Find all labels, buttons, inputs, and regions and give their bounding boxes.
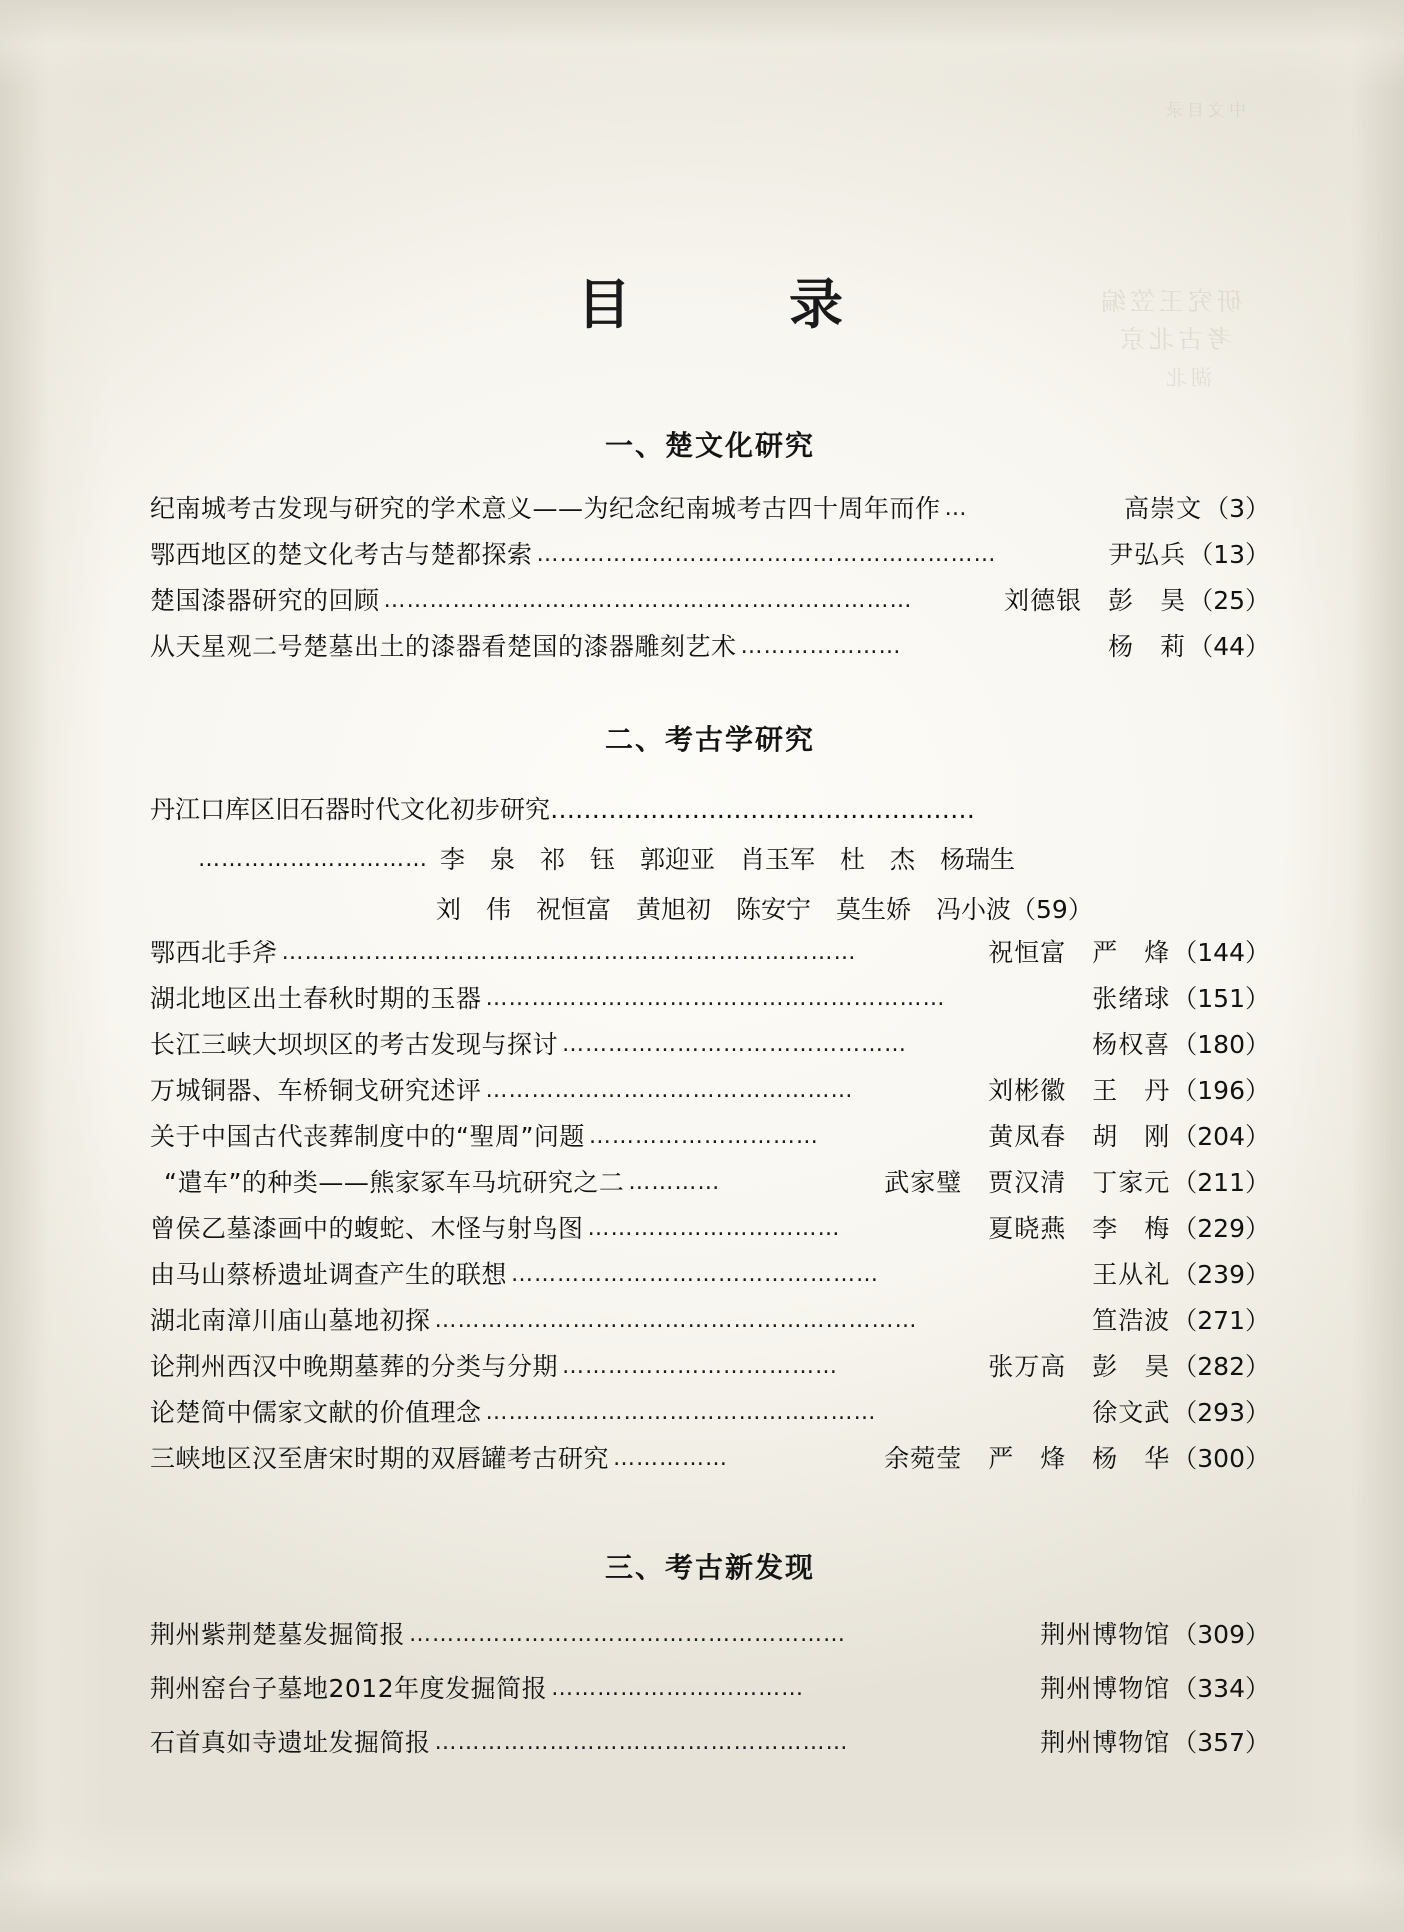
toc-entry-title: 湖北南漳川庙山墓地初探 bbox=[150, 1306, 431, 1335]
toc-entry[interactable] bbox=[150, 486, 1270, 532]
toc-entry[interactable] bbox=[150, 1252, 1270, 1298]
toc-leader-dots: ……………………………………………… bbox=[434, 1732, 849, 1754]
toc-leader-dots: ……………………………………………………… bbox=[434, 1310, 918, 1332]
toc-entry-page: （282） bbox=[1172, 1352, 1270, 1381]
toc-entry-page: （44） bbox=[1188, 632, 1270, 661]
toc-entry-authors: 李 泉 祁 钰 郭迎亚 肖玉军 杜 杰 杨瑞生 bbox=[440, 845, 1016, 874]
toc-entry-page: （309） bbox=[1172, 1620, 1270, 1649]
section-heading-1: 一、楚文化研究 bbox=[604, 429, 815, 462]
toc-entry[interactable] bbox=[150, 624, 1270, 670]
toc-entry-authors: 余菀莹 严 烽 杨 华 bbox=[884, 1444, 1171, 1473]
toc-entry-title: 万城铜器、车桥铜戈研究述评 bbox=[150, 1076, 482, 1105]
toc-leader-dots: ………………………… bbox=[198, 847, 428, 872]
toc-entry-title: 鄂西地区的楚文化考古与楚都探索 bbox=[150, 540, 533, 569]
toc-entry-authors: 荆州博物馆 bbox=[1040, 1728, 1171, 1757]
bleed-through-text: 考古北京 bbox=[1115, 325, 1232, 354]
toc-entry[interactable] bbox=[150, 1716, 1270, 1770]
toc-entry[interactable] bbox=[150, 976, 1270, 1022]
toc-leader-dots: ……………………………… bbox=[562, 1356, 839, 1378]
page-edge-shadow-right bbox=[1284, 0, 1404, 1932]
toc-entry[interactable] bbox=[150, 1482, 1270, 1502]
toc-entry-authors: 王从礼 bbox=[1092, 1260, 1171, 1289]
toc-entry-authors: 杨 莉 bbox=[1108, 632, 1187, 661]
toc-leader-dots: ……………………………………… bbox=[562, 1034, 908, 1056]
toc-entry-authors: 高崇文 bbox=[1124, 494, 1203, 523]
toc-entry-page: （211） bbox=[1172, 1168, 1270, 1197]
toc-entry-page: （334） bbox=[1172, 1674, 1270, 1703]
toc-entry-title: “遣车”的种类——熊家冢车马坑研究之二 bbox=[164, 1168, 625, 1197]
toc-entry-title: 论楚简中儒家文献的价值理念 bbox=[150, 1398, 482, 1427]
toc-entry-page: （300） bbox=[1172, 1444, 1270, 1473]
toc-entry-authors: 尹弘兵 bbox=[1108, 540, 1187, 569]
page-title: 目 录 bbox=[577, 272, 895, 336]
toc-entry-page: （3） bbox=[1204, 494, 1270, 523]
toc-entry-title: 荆州紫荆楚墓发掘简报 bbox=[150, 1620, 406, 1649]
toc-entry[interactable] bbox=[150, 1068, 1270, 1114]
bleed-through-text: 湖北 bbox=[1162, 366, 1212, 390]
toc-entry-page: （151） bbox=[1172, 984, 1270, 1013]
toc-entry[interactable] bbox=[150, 780, 1270, 930]
toc-entry-title: 湖北地区出土春秋时期的玉器 bbox=[150, 984, 482, 1013]
toc-entry-authors: 刘彬徽 王 丹 bbox=[988, 1076, 1171, 1105]
toc-entry-title: 由马山蔡桥遗址调查产生的联想 bbox=[150, 1260, 508, 1289]
toc-leader-dots: ………………………………………… bbox=[485, 1080, 854, 1102]
toc-leader-dots: …………………………………………………………… bbox=[383, 590, 913, 612]
toc-entry-page: （196） bbox=[1172, 1076, 1270, 1105]
toc-entry-authors: 张万高 彭 昊 bbox=[988, 1352, 1171, 1381]
toc-entry[interactable] bbox=[150, 1662, 1270, 1716]
toc-entry-page: （357） bbox=[1172, 1728, 1270, 1757]
toc-entry-page: （180） bbox=[1172, 1030, 1270, 1059]
toc-entry-title: 荆州窑台子墓地2012年度发掘简报 bbox=[150, 1674, 548, 1703]
toc-entry-title: 鄂西北手斧 bbox=[150, 938, 278, 967]
toc-leader-dots: …………… bbox=[613, 1448, 729, 1470]
toc-entry[interactable] bbox=[150, 532, 1270, 578]
toc-leader-dots: …………………………… bbox=[587, 1218, 841, 1240]
toc-entry-title: 三峡地区汉至唐宋时期的双唇罐考古研究 bbox=[150, 1444, 610, 1473]
toc-leader-dots: ………………………………………………………………… bbox=[281, 942, 857, 964]
toc-entry-authors: 刘 伟 祝恒富 黄旭初 陈安宁 莫生娇 冯小波 bbox=[436, 895, 1012, 924]
toc-entry[interactable] bbox=[150, 1608, 1270, 1662]
toc-entry-page: （204） bbox=[1172, 1122, 1270, 1151]
toc-entry-title: 从天星观二号楚墓出土的漆器看楚国的漆器雕刻艺术 bbox=[150, 632, 737, 661]
toc-leader-dots: …………………………… bbox=[551, 1678, 805, 1700]
bleed-through-text: 中文目录 bbox=[1162, 101, 1246, 121]
toc-entry-page: （239） bbox=[1172, 1260, 1270, 1289]
toc-entry-title: 关于中国古代丧葬制度中的“聖周”问题 bbox=[150, 1122, 585, 1151]
toc-leader-dots: …………………………………………… bbox=[485, 1402, 877, 1424]
toc-entry[interactable] bbox=[150, 578, 1270, 624]
toc-entry-authors: 荆州博物馆 bbox=[1040, 1620, 1171, 1649]
section-entries-1 bbox=[150, 486, 1270, 670]
toc-entry-title: 楚国漆器研究的回顾 bbox=[150, 586, 380, 615]
toc-entry-title: 曾侯乙墓漆画中的蝮蛇、木怪与射鸟图 bbox=[150, 1214, 584, 1243]
toc-entry-page: （271） bbox=[1172, 1306, 1270, 1335]
toc-entry-page: （59） bbox=[1011, 895, 1093, 924]
bleed-through-text: 研究王笠编 bbox=[1096, 287, 1242, 316]
toc-entry-title: 纪南城考古发现与研究的学术意义——为纪念纪南城考古四十周年而作 bbox=[150, 494, 941, 523]
page-edge-shadow-left bbox=[0, 0, 110, 1932]
toc-leader-dots: … bbox=[944, 498, 968, 520]
toc-entry-authors: 祝恒富 严 烽 bbox=[988, 938, 1171, 967]
toc-leader-dots: ………………………………………… bbox=[511, 1264, 880, 1286]
toc-entry-page: （25） bbox=[1188, 586, 1270, 615]
toc-entry[interactable] bbox=[150, 1436, 1270, 1482]
section-entries-2 bbox=[150, 780, 1270, 1502]
toc-entry[interactable] bbox=[150, 1298, 1270, 1344]
toc-entry-authors: 夏晓燕 李 梅 bbox=[988, 1214, 1171, 1243]
toc-entry-title: 石首真如寺遗址发掘简报 bbox=[150, 1728, 431, 1757]
toc-entry[interactable] bbox=[150, 1390, 1270, 1436]
table-of-contents bbox=[150, 0, 1270, 1932]
toc-leader-dots: ………………………… bbox=[588, 1126, 819, 1148]
toc-entry[interactable] bbox=[150, 1206, 1270, 1252]
toc-entry-authors: 张绪球 bbox=[1092, 984, 1171, 1013]
section-heading-3: 三、考古新发现 bbox=[604, 1551, 815, 1584]
toc-leader-dots: …………………………………………………… bbox=[536, 544, 997, 566]
toc-entry-authors: 刘德银 彭 昊 bbox=[1004, 586, 1187, 615]
section-entries-3 bbox=[150, 1608, 1270, 1770]
toc-entry[interactable] bbox=[150, 1160, 1270, 1206]
toc-entry[interactable] bbox=[150, 1114, 1270, 1160]
toc-leader-dots: ………… bbox=[628, 1172, 721, 1194]
toc-entry-authors: 荆州博物馆 bbox=[1040, 1674, 1171, 1703]
toc-entry-page: （13） bbox=[1188, 540, 1270, 569]
toc-entry-title: 论荆州西汉中晚期墓葬的分类与分期 bbox=[150, 1352, 559, 1381]
section-heading-2: 二、考古学研究 bbox=[604, 723, 815, 756]
toc-entry-page: （144） bbox=[1172, 938, 1270, 967]
toc-leader-dots: …………………………………………………… bbox=[485, 988, 946, 1010]
toc-entry[interactable] bbox=[150, 930, 1270, 976]
toc-entry-authors: 杨权喜 bbox=[1092, 1030, 1171, 1059]
toc-entry-authors: 笪浩波 bbox=[1092, 1306, 1171, 1335]
toc-entry[interactable] bbox=[150, 1344, 1270, 1390]
toc-leader-dots: ………………… bbox=[740, 636, 902, 658]
toc-leader-dots: …………………………………………… bbox=[550, 795, 976, 824]
toc-leader-dots: ………………………………………………… bbox=[409, 1624, 847, 1646]
toc-entry-authors: 武家璧 贾汉清 丁家元 bbox=[884, 1168, 1171, 1197]
toc-entry-authors: 徐文武 bbox=[1092, 1398, 1171, 1427]
toc-entry-page: （293） bbox=[1172, 1398, 1270, 1427]
toc-entry-title: 长江三峡大坝坝区的考古发现与探讨 bbox=[150, 1030, 559, 1059]
toc-entry[interactable] bbox=[150, 1022, 1270, 1068]
toc-entry-title: 丹江口库区旧石器时代文化初步研究 bbox=[150, 795, 551, 824]
toc-entry-page: （229） bbox=[1172, 1214, 1270, 1243]
toc-entry-authors: 黄凤春 胡 刚 bbox=[988, 1122, 1171, 1151]
